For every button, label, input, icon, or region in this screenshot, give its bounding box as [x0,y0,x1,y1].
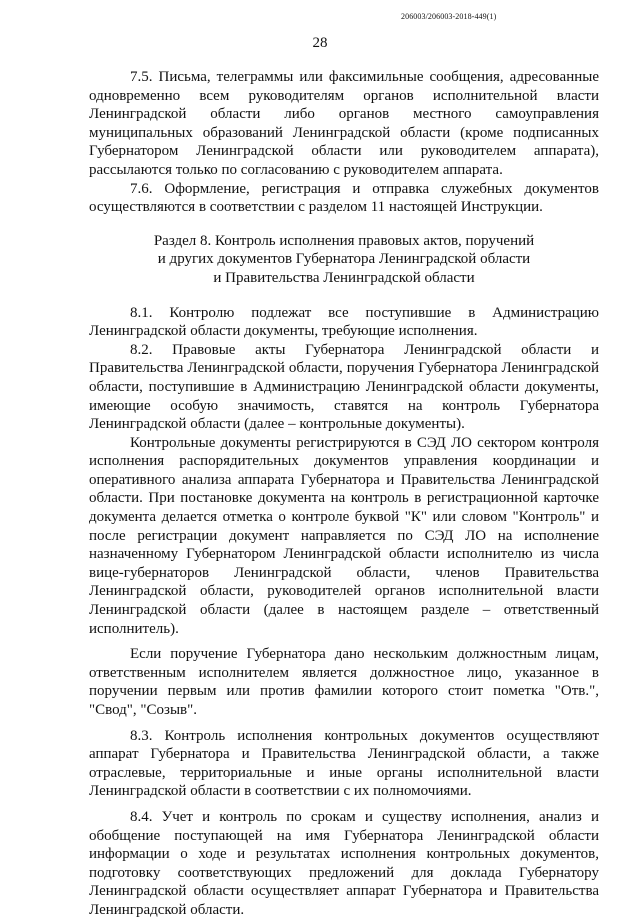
document-body [89,68,599,920]
section-heading-line-2: и других документов Губернатора Ленинградской области [157,251,531,268]
section-heading-line-1: Раздел 8. Контроль исполнения правовых актов, поручений [153,232,535,249]
section-heading [89,232,599,288]
paragraph-8-4: 8.4. Учет и контроль по срокам и существу исполнения, анализ и обобщение поступающей на имя Губернатора Ленинградской области информации о ходе и результатах исполнения контрольных документов, подготовку соответствующих предложений для доклада Губернатору Ленинградской области осуществляет аппарат Губернатора и Правительства Ленинградской области. [89,808,599,918]
page-number: 28 [312,35,328,51]
paragraph-8-2: 8.2. Правовые акты Губернатора Ленинградской области и Правительства Ленинградской области, поручения Губернатора Ленинградской области, поступившие в Администрацию Ленинградской области документы, имеющие особую значимость, ставятся на контроль Губернатора Ленинградской области (далее – контрольные документы). [89,341,599,433]
paragraph-7-6: 7.6. Оформление, регистрация и отправка служебных документов осуществляются в соответствии с разделом 11 настоящей Инструкции. [89,180,599,216]
paragraph-8-1: 8.1. Контролю подлежат все поступившие в Администрацию Ленинградской области документы, требующие исполнения. [89,304,599,340]
paragraph-8-3: 8.3. Контроль исполнения контрольных документов осуществляют аппарат Губернатора и Правительства Ленинградской области, а также отраслевые, территориальные и иные органы исполнительной власти Ленинградской области в соответствии с их полномочиями. [89,727,599,800]
document-id: 206003/206003-2018-449(1) [401,12,497,21]
paragraph-multiple-executors: Если поручение Губернатора дано нескольким должностным лицам, ответственным исполнителем является должностное лицо, указанное в поручении первым или против фамилии которого стоит пометка "Отв.", "Свод", "Созыв". [89,646,599,718]
section-heading-line-3: и Правительства Ленинградской области [213,269,475,286]
paragraph-control-registration: Контрольные документы регистрируются в СЭД ЛО сектором контроля исполнения распорядительных документов управления координации и оперативного анализа аппарата Губернатора и Правительства Ленинградской области. При постановке документа на контроль в регистрационной карточке документа делается отметка о контроле буквой "К" или словом "Контроль" и после регистрации документ направляется по СЭД ЛО на исполнение назначенному Губернатором Ленинградской области исполнителю из числа вице-губернаторов Ленинградской области, членов Правительства Ленинградской области, руководителей органов исполнительной власти Ленинградской области (далее в настоящем разделе – ответственный исполнитель). [89,434,599,637]
paragraph-7-5: 7.5. Письма, телеграммы или факсимильные сообщения, адресованные одновременно всем руководителям органов исполнительной власти Ленинградской области либо органов местного самоуправления муниципальных образований Ленинградской области (кроме подписанных Губернатором Ленинградской области или руководителем аппарата), рассылаются только по согласованию с руководителем аппарата. [89,69,599,178]
